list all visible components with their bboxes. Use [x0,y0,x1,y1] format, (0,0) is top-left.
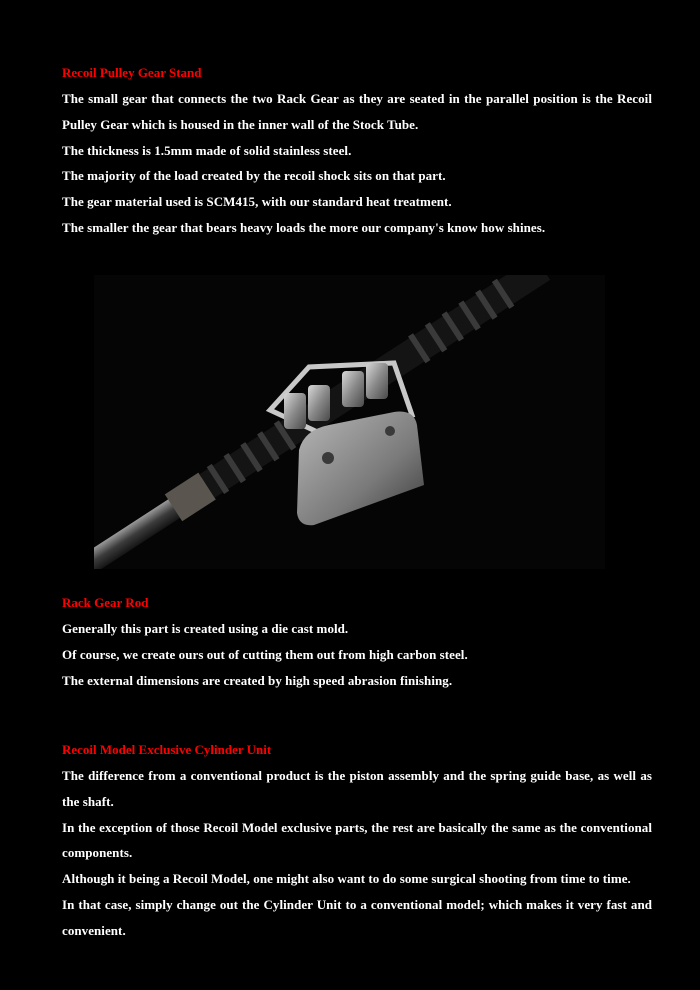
section-rack-gear-rod [62,590,652,693]
section-heading: Recoil Model Exclusive Cylinder Unit [62,742,272,757]
paragraph: In the exception of those Recoil Model exclusive parts, the rest are basically the same as the conventional components. [62,819,652,861]
paragraph: The majority of the load created by the recoil shock sits on that part. [62,168,446,184]
paragraph: The gear material used is SCM415, with our standard heat treatment. [62,194,452,210]
paragraph: The small gear that connects the two Rack Gear as they are seated in the parallel position is the Recoil Pulley Gear which is housed in the inner wall of the Stock Tube. [62,91,652,132]
section-heading: Recoil Pulley Gear Stand [62,65,202,80]
paragraph: The difference from a conventional product is the piston assembly and the spring guide base, as well as the shaft. [62,768,652,809]
paragraph: Although it being a Recoil Model, one might also want to do some surgical shooting from time to time. [62,871,631,887]
section-recoil-pulley-gear-stand [62,60,652,241]
paragraph: Of course, we create ours out of cutting them out from high carbon steel. [62,646,468,662]
paragraph: The thickness is 1.5mm made of solid stainless steel. [62,142,352,158]
section-heading: Rack Gear Rod [62,595,149,610]
section-recoil-model-cylinder-unit [62,737,652,944]
paragraph: The external dimensions are created by high speed abrasion finishing. [62,672,453,688]
paragraph: Generally this part is created using a die cast mold. [62,621,349,636]
paragraph: The smaller the gear that bears heavy loads the more our company's know how shines. [62,219,546,235]
paragraph: In that case, simply change out the Cylinder Unit to a conventional model; which makes it very fast and convenient. [62,896,652,938]
product-photo-gear-stand [94,275,605,569]
